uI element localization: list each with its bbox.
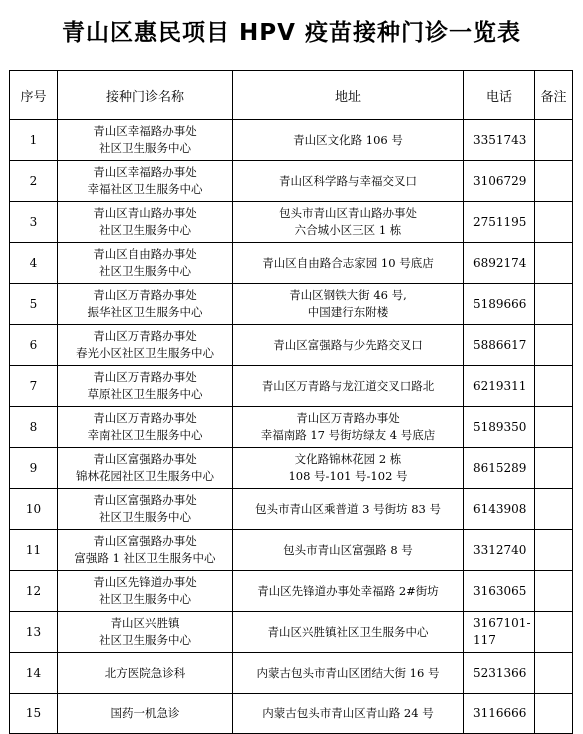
table-row [10,243,573,284]
table-row [10,489,573,530]
cell-clinic-name [58,366,233,407]
cell-phone: 2751195 [464,202,535,243]
cell-clinic-name [58,571,233,612]
cell-note [535,366,573,407]
cell-address [233,284,464,325]
clinic-name-line: 青山区青山路办事处 [93,206,197,220]
cell-clinic-name [58,202,233,243]
clinic-name-line: 青山区万青路办事处 [93,370,197,384]
clinic-name-line: 青山区幸福路办事处 [93,165,197,179]
clinic-name-line: 社区卫生服务中心 [99,633,191,647]
cell-phone: 3167101-117 [464,612,535,653]
cell-clinic-name [58,325,233,366]
cell-number: 2 [10,161,58,202]
cell-address [233,489,464,530]
clinic-name-line: 青山区万青路办事处 [93,288,197,302]
address-line: 内蒙古包头市青山区团结大街 16 号 [256,665,440,680]
address-line: 包头市青山区富强路 8 号 [283,542,413,557]
address-line: 内蒙古包头市青山区青山路 24 号 [262,706,434,720]
address-line: 青山区万青路与龙江道交叉口路北 [261,378,435,393]
cell-clinic-name [58,612,233,653]
table-row [10,284,573,325]
clinic-name-line: 青山区自由路办事处 [93,247,197,261]
cell-address [233,530,464,571]
address-line: 108 号-101 号-102 号 [288,469,408,483]
cell-number: 6 [10,325,58,366]
table-body [10,120,573,734]
clinic-name-line: 国药一机急诊 [110,706,180,720]
cell-number: 1 [10,120,58,161]
clinic-name-line: 社区卫生服务中心 [99,223,191,237]
cell-note [535,653,573,694]
header-clinic-name: 接种门诊名称 [58,71,233,120]
cell-note [535,530,573,571]
clinic-name-line: 富强路 1 社区卫生服务中心 [74,551,216,565]
cell-note [535,407,573,448]
cell-phone: 3312740 [464,530,535,571]
table-row [10,202,573,243]
table-row [10,120,573,161]
cell-phone: 5189350 [464,407,535,448]
cell-clinic-name [58,653,233,694]
address-line: 青山区钢铁大街 46 号, [289,288,407,302]
clinic-name-line: 社区卫生服务中心 [99,510,191,524]
cell-phone: 3106729 [464,161,535,202]
cell-number: 3 [10,202,58,243]
table-header-row [10,71,573,120]
address-line: 青山区先锋道办事处幸福路 2#街坊 [257,583,439,598]
clinic-name-line: 草原社区卫生服务中心 [87,387,203,401]
clinic-name-line: 青山区富强路办事处 [93,493,197,507]
cell-address [233,448,464,489]
cell-address [233,202,464,243]
cell-number: 12 [10,571,58,612]
header-note: 备注 [535,71,573,120]
clinic-name-line: 青山区富强路办事处 [93,534,197,548]
page-title: 青山区惠民项目 HPV 疫苗接种门诊一览表 [62,20,521,46]
cell-clinic-name [58,407,233,448]
cell-note [535,284,573,325]
header-address: 地址 [233,71,464,120]
clinic-name-line: 青山区幸福路办事处 [93,124,197,138]
cell-note [535,448,573,489]
cell-address [233,325,464,366]
table-row [10,694,573,734]
cell-phone: 6219311 [464,366,535,407]
cell-address [233,571,464,612]
cell-phone: 8615289 [464,448,535,489]
clinic-name-line: 春光小区社区卫生服务中心 [76,346,214,360]
cell-number: 8 [10,407,58,448]
cell-address [233,694,464,734]
table-row [10,448,573,489]
table-row [10,366,573,407]
clinic-name-line: 社区卫生服务中心 [99,592,191,606]
cell-clinic-name [58,243,233,284]
clinic-name-line: 社区卫生服务中心 [99,264,191,278]
address-line: 六合城小区三区 1 栋 [294,223,402,237]
cell-clinic-name [58,120,233,161]
cell-number: 9 [10,448,58,489]
address-line: 文化路锦林花园 2 栋 [294,452,402,466]
cell-clinic-name [58,694,233,734]
clinic-name-line: 青山区万青路办事处 [93,329,197,343]
clinic-name-line: 幸南社区卫生服务中心 [87,428,203,442]
table-row [10,161,573,202]
cell-note [535,571,573,612]
cell-phone: 3163065 [464,571,535,612]
address-line: 青山区文化路 106 号 [293,132,403,147]
cell-phone: 3351743 [464,120,535,161]
cell-clinic-name [58,284,233,325]
cell-note [535,612,573,653]
cell-address [233,366,464,407]
clinic-name-line: 幸福社区卫生服务中心 [87,182,203,196]
cell-number: 15 [10,694,58,734]
cell-address [233,161,464,202]
clinic-name-line: 青山区富强路办事处 [93,452,197,466]
table-row [10,407,573,448]
cell-address [233,120,464,161]
cell-number: 7 [10,366,58,407]
cell-note [535,202,573,243]
address-line: 青山区兴胜镇社区卫生服务中心 [267,624,429,639]
table-row [10,612,573,653]
cell-address [233,407,464,448]
table-row [10,653,573,694]
cell-address [233,653,464,694]
clinic-name-line: 社区卫生服务中心 [99,141,191,155]
cell-note [535,120,573,161]
cell-note [535,694,573,734]
clinic-name-line: 青山区先锋道办事处 [93,575,197,589]
cell-phone: 5886617 [464,325,535,366]
clinic-name-line: 锦林花园社区卫生服务中心 [76,469,214,483]
cell-note [535,161,573,202]
clinic-name-line: 北方医院急诊科 [104,665,186,680]
clinic-name-line: 振华社区卫生服务中心 [87,305,203,319]
cell-address [233,243,464,284]
address-line: 中国建行东附楼 [307,305,389,319]
header-number: 序号 [10,71,58,120]
cell-address [233,612,464,653]
cell-number: 10 [10,489,58,530]
cell-phone: 6143908 [464,489,535,530]
address-line: 幸福南路 17 号街坊绿友 4 号底店 [260,428,436,442]
clinic-table [9,70,573,734]
address-line: 青山区科学路与幸福交叉口 [279,173,417,188]
cell-clinic-name [58,530,233,571]
cell-number: 13 [10,612,58,653]
clinic-name-line: 青山区万青路办事处 [93,411,197,425]
cell-number: 5 [10,284,58,325]
address-line: 青山区自由路合志家园 10 号底店 [262,255,434,270]
cell-phone: 5189666 [464,284,535,325]
cell-note [535,243,573,284]
table-row [10,325,573,366]
address-line: 青山区万青路办事处 [296,411,400,425]
cell-number: 4 [10,243,58,284]
address-line: 包头市青山区青山路办事处 [279,206,417,220]
cell-phone: 5231366 [464,653,535,694]
table-row [10,530,573,571]
cell-clinic-name [58,448,233,489]
cell-number: 14 [10,653,58,694]
cell-phone: 6892174 [464,243,535,284]
cell-clinic-name [58,161,233,202]
cell-clinic-name [58,489,233,530]
header-phone: 电话 [464,71,535,120]
address-line: 包头市青山区乘普道 3 号街坊 83 号 [254,501,442,516]
cell-number: 11 [10,530,58,571]
address-line: 青山区富强路与少先路交叉口 [273,337,423,352]
cell-phone: 3116666 [464,694,535,734]
clinic-name-line: 青山区兴胜镇 [110,616,180,630]
table-row [10,571,573,612]
cell-note [535,325,573,366]
cell-note [535,489,573,530]
